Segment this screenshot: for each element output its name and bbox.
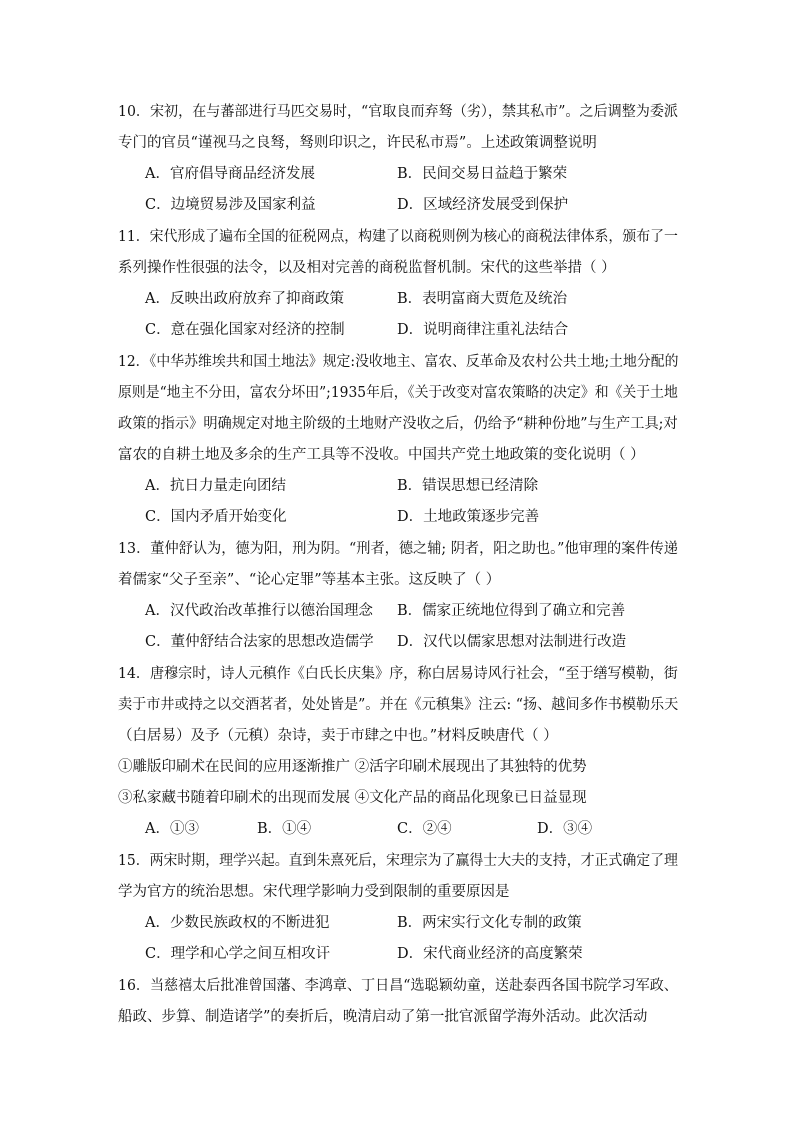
q12-stem-line-2: 原则是“地主不分田，富农分坏田”;1935年后，《关于改变对富农策略的决定》和《关于土地: [118, 385, 678, 401]
q15-stem-line-1: 15．两宋时期，理学兴起。直到朱熹死后，宋理宗为了赢得士大夫的支持，才正式确定了理: [118, 853, 678, 869]
q12-option-a: A．抗日力量走向团结: [145, 478, 286, 494]
q10-option-d: D．区域经济发展受到保护: [397, 197, 569, 213]
q12-stem-line-1: 12．《中华苏维埃共和国土地法》规定:没收地主、富农、反革命及农村公共土地;土地分配的: [118, 354, 679, 370]
q15-stem-line-2: 学为官方的统治思想。宋代理学影响力受到限制的重要原因是: [118, 884, 510, 900]
q15-option-c: C．理学和心学之间互相攻讦: [145, 946, 331, 962]
q14-statement-1-2: ①雕版印刷术在民间的应用逐渐推广 ②活字印刷术展现出了其独特的优势: [118, 759, 587, 775]
q11-stem-line-2: 系列操作性很强的法令，以及相对完善的商税监督机制。宋代的这些举措（ ）: [118, 260, 616, 276]
q10-option-b: B．民间交易日益趋于繁荣: [397, 166, 568, 182]
q14-statement-3-4: ③私家藏书随着印刷术的出现而发展 ④文化产品的商品化现象已日益显现: [118, 790, 587, 806]
q14-option-b: B．①④: [257, 821, 312, 837]
q15-option-b: B．两宋实行文化专制的政策: [397, 915, 582, 931]
q13-stem-line-1: 13．董仲舒认为，德为阳，刑为阴。“刑者，德之辅; 阴者，阳之助也。”他审理的案件传递: [118, 541, 679, 557]
q11-option-b: B．表明富商大贾危及统治: [397, 291, 568, 307]
q13-option-a: A．汉代政治改革推行以德治国理念: [145, 603, 373, 619]
q13-option-b: B．儒家正统地位得到了确立和完善: [397, 603, 626, 619]
q11-option-a: A．反映出政府放弃了抑商政策: [145, 291, 344, 307]
q14-stem-line-1: 14．唐穆宗时，诗人元稹作《白氏长庆集》序，称白居易诗风行社会，“至于缮写模勒，街: [118, 666, 678, 682]
q12-stem-line-3: 政策的指示》明确规定对地主阶级的土地财产没收之后，仍给予“耕种份地”与生产工具;对: [118, 416, 678, 432]
q10-option-c: C．边境贸易涉及国家利益: [145, 197, 316, 213]
q15-option-a: A．少数民族政权的不断进犯: [145, 915, 330, 931]
q14-option-d: D．③④: [537, 821, 593, 837]
q15-option-d: D．宋代商业经济的高度繁荣: [397, 946, 583, 962]
q13-option-d: D．汉代以儒家思想对法制进行改造: [397, 634, 627, 650]
q16-stem-line-2: 船政、步算、制造诸学”的奏折后，晚清启动了第一批官派留学海外活动。此次活动: [118, 1009, 648, 1025]
q14-stem-line-3: （白居易）及予（元稹）杂诗，卖于市肆之中也。”材料反映唐代（ ）: [118, 728, 558, 744]
q10-stem-line-1: 10．宋初，在与蕃部进行马匹交易时，“官取良而弃驽（劣），禁其私市”。之后调整为委派: [118, 104, 679, 120]
q14-option-c: C．②④: [397, 821, 452, 837]
q10-option-a: A．官府倡导商品经济发展: [145, 166, 315, 182]
q14-option-a: A．①③: [145, 821, 199, 837]
q13-stem-line-2: 着儒家“父子至亲”、“论心定罪”等基本主张。这反映了（ ）: [118, 572, 501, 588]
q14-stem-line-2: 卖于市井或持之以交酒茗者，处处皆是”。并在《元稹集》注云: “扬、越间多作书模勒乐天: [118, 697, 679, 713]
q11-option-d: D．说明商律注重礼法结合: [397, 322, 569, 338]
q12-option-c: C．国内矛盾开始变化: [145, 509, 287, 525]
q12-stem-line-4: 富农的自耕土地及多余的生产工具等不没收。中国共产党土地政策的变化说明（ ）: [118, 447, 645, 463]
q16-stem-line-1: 16．当慈禧太后批准曾国藩、李鸿章、丁日昌“选聪颖幼童，送赴泰西各国书院学习军政、: [118, 978, 678, 994]
q12-option-d: D．土地政策逐步完善: [397, 509, 540, 525]
q11-stem-line-1: 11．宋代形成了遍布全国的征税网点，构建了以商税则例为核心的商税法律体系，颁布了一: [118, 229, 678, 245]
q13-option-c: C．董仲舒结合法家的思想改造儒学: [145, 634, 374, 650]
q12-option-b: B．错误思想已经清除: [397, 478, 539, 494]
q10-stem-line-2: 专门的官员“谨视马之良驽，驽则印识之，许民私市焉”。上述政策调整说明: [118, 135, 597, 151]
q11-option-c: C．意在强化国家对经济的控制: [145, 322, 345, 338]
